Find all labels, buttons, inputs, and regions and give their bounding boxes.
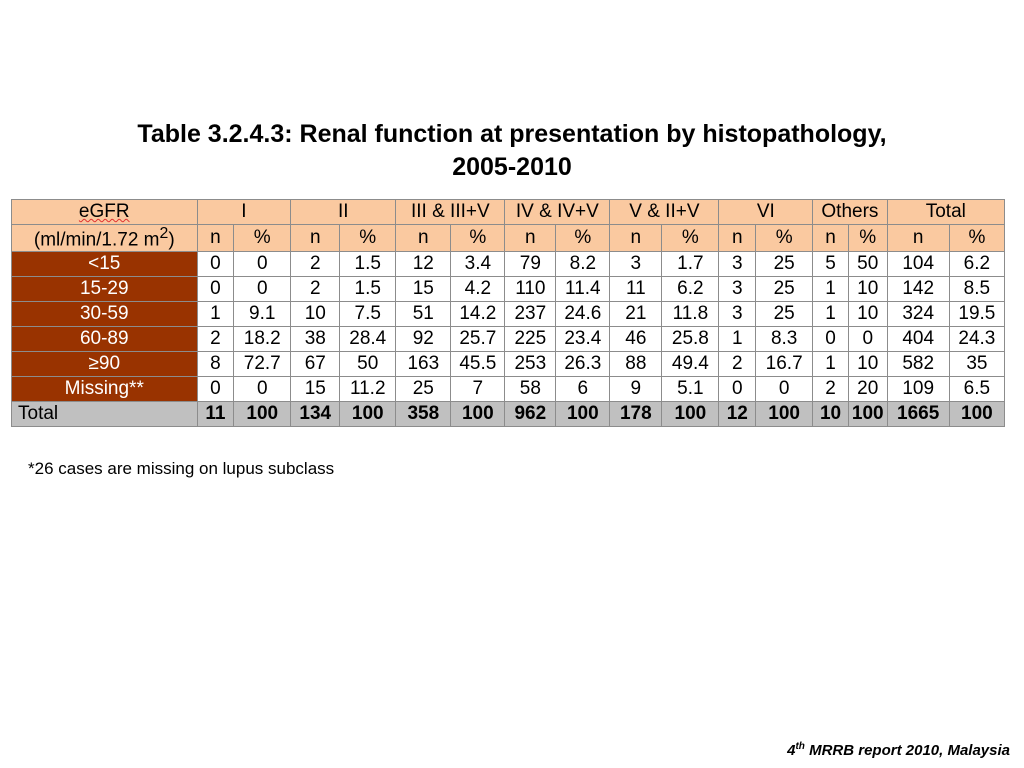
table-cell: 163: [396, 352, 451, 377]
table-cell: 23.4: [556, 327, 610, 352]
table-cell: 10: [848, 277, 887, 302]
group-header-iv: IV & IV+V: [505, 200, 610, 225]
row-label: <15: [12, 252, 198, 277]
table-cell: 19.5: [949, 302, 1004, 327]
table-cell: 72.7: [234, 352, 291, 377]
group-header-total: Total: [887, 200, 1004, 225]
sub-header-pct: %: [756, 225, 813, 252]
title-line-1: Table 3.2.4.3: Renal function at presentation by histopathology,: [137, 120, 887, 148]
total-cell: 11: [197, 402, 234, 427]
table-row: [12, 302, 1005, 327]
table-row: [12, 327, 1005, 352]
table-cell: 6.5: [949, 377, 1004, 402]
table-cell: 3: [610, 252, 662, 277]
table-cell: 21: [610, 302, 662, 327]
table-cell: 25: [396, 377, 451, 402]
total-row: [12, 402, 1005, 427]
table-cell: 15: [291, 377, 340, 402]
table-cell: 1: [813, 277, 849, 302]
table-cell: 79: [505, 252, 556, 277]
table-cell: 58: [505, 377, 556, 402]
table-cell: 3.4: [451, 252, 505, 277]
table-cell: 7.5: [340, 302, 396, 327]
egfr-header: eGFR: [12, 200, 198, 225]
sub-header-pct: %: [662, 225, 719, 252]
table-cell: 104: [887, 252, 949, 277]
table-row: [12, 277, 1005, 302]
table-cell: 0: [234, 252, 291, 277]
table-cell: 225: [505, 327, 556, 352]
sub-header-n: n: [719, 225, 756, 252]
sub-header-pct: %: [234, 225, 291, 252]
table-cell: 582: [887, 352, 949, 377]
table-cell: 253: [505, 352, 556, 377]
table-cell: 24.6: [556, 302, 610, 327]
total-cell: 1665: [887, 402, 949, 427]
table-cell: 324: [887, 302, 949, 327]
table-cell: 67: [291, 352, 340, 377]
table-cell: 50: [848, 252, 887, 277]
table-cell: 0: [848, 327, 887, 352]
sub-header-pct: %: [451, 225, 505, 252]
group-header-others: Others: [813, 200, 887, 225]
total-row-label: Total: [12, 402, 198, 427]
table-cell: 0: [197, 252, 234, 277]
table-cell: 25: [756, 277, 813, 302]
total-cell: 178: [610, 402, 662, 427]
total-cell: 100: [662, 402, 719, 427]
table-cell: 237: [505, 302, 556, 327]
table-cell: 3: [719, 302, 756, 327]
table-cell: 49.4: [662, 352, 719, 377]
total-cell: 10: [813, 402, 849, 427]
table-cell: 9: [610, 377, 662, 402]
table-cell: 11.4: [556, 277, 610, 302]
table-cell: 0: [197, 377, 234, 402]
group-header-i: I: [197, 200, 291, 225]
table-cell: 38: [291, 327, 340, 352]
table-cell: 51: [396, 302, 451, 327]
sub-header-n: n: [610, 225, 662, 252]
table-cell: 0: [813, 327, 849, 352]
total-cell: 358: [396, 402, 451, 427]
table-cell: 3: [719, 252, 756, 277]
total-cell: 100: [451, 402, 505, 427]
table-cell: 0: [719, 377, 756, 402]
page-title: [0, 118, 1024, 184]
table-cell: 8: [197, 352, 234, 377]
sub-header-n: n: [291, 225, 340, 252]
table-cell: 1.5: [340, 277, 396, 302]
table-cell: 50: [340, 352, 396, 377]
group-header-vi: VI: [719, 200, 813, 225]
sub-header-pct: %: [556, 225, 610, 252]
total-cell: 100: [340, 402, 396, 427]
table-cell: 11.2: [340, 377, 396, 402]
table-cell: 3: [719, 277, 756, 302]
table-cell: 20: [848, 377, 887, 402]
table-cell: 2: [291, 277, 340, 302]
source-credit: 4th MRRB report 2010, Malaysia: [787, 741, 1010, 759]
table-cell: 25.7: [451, 327, 505, 352]
total-cell: 12: [719, 402, 756, 427]
row-label: 15-29: [12, 277, 198, 302]
table-cell: 142: [887, 277, 949, 302]
table-cell: 404: [887, 327, 949, 352]
group-header-ii: II: [291, 200, 396, 225]
table-cell: 8.2: [556, 252, 610, 277]
table-cell: 2: [719, 352, 756, 377]
renal-function-table: [11, 199, 1005, 427]
sub-header-n: n: [813, 225, 849, 252]
table-cell: 25: [756, 252, 813, 277]
table-cell: 109: [887, 377, 949, 402]
group-header-v: V & II+V: [610, 200, 719, 225]
table-cell: 24.3: [949, 327, 1004, 352]
row-label: Missing**: [12, 377, 198, 402]
table-cell: 10: [291, 302, 340, 327]
table-cell: 1.7: [662, 252, 719, 277]
table-cell: 6: [556, 377, 610, 402]
table-row: [12, 352, 1005, 377]
table-cell: 5: [813, 252, 849, 277]
sub-header-pct: %: [340, 225, 396, 252]
table-cell: 14.2: [451, 302, 505, 327]
table-cell: 16.7: [756, 352, 813, 377]
table-cell: 2: [197, 327, 234, 352]
table-cell: 2: [813, 377, 849, 402]
group-header-iii: III & III+V: [396, 200, 505, 225]
table-cell: 6.2: [662, 277, 719, 302]
sub-header-n: n: [505, 225, 556, 252]
footnote: *26 cases are missing on lupus subclass: [28, 459, 335, 478]
total-cell: 100: [756, 402, 813, 427]
total-cell: 134: [291, 402, 340, 427]
total-cell: 100: [556, 402, 610, 427]
table-cell: 6.2: [949, 252, 1004, 277]
table-cell: 8.5: [949, 277, 1004, 302]
table-cell: 12: [396, 252, 451, 277]
sub-header-pct: %: [848, 225, 887, 252]
table-cell: 11.8: [662, 302, 719, 327]
table-cell: 45.5: [451, 352, 505, 377]
egfr-unit-header: (ml/min/1.72 $m^2$): [12, 225, 198, 252]
row-label: 60-89: [12, 327, 198, 352]
table-cell: 92: [396, 327, 451, 352]
table-cell: 1: [813, 352, 849, 377]
table-cell: 26.3: [556, 352, 610, 377]
sub-header-pct: %: [949, 225, 1004, 252]
table-cell: 110: [505, 277, 556, 302]
table-cell: 0: [234, 277, 291, 302]
sub-header-n: n: [396, 225, 451, 252]
table-cell: 1: [197, 302, 234, 327]
total-cell: 962: [505, 402, 556, 427]
row-label: 30-59: [12, 302, 198, 327]
row-label: ≥90: [12, 352, 198, 377]
table-cell: 1: [719, 327, 756, 352]
table-cell: 4.2: [451, 277, 505, 302]
table-cell: 7: [451, 377, 505, 402]
table-cell: 8.3: [756, 327, 813, 352]
table-cell: 25.8: [662, 327, 719, 352]
table-cell: 10: [848, 302, 887, 327]
table-cell: 0: [197, 277, 234, 302]
table-cell: 11: [610, 277, 662, 302]
table-cell: 1.5: [340, 252, 396, 277]
table-cell: 28.4: [340, 327, 396, 352]
sub-header-n: n: [887, 225, 949, 252]
table-cell: 35: [949, 352, 1004, 377]
table-cell: 15: [396, 277, 451, 302]
title-line-2: 2005-2010: [452, 153, 572, 181]
table-cell: 1: [813, 302, 849, 327]
total-cell: 100: [234, 402, 291, 427]
table-cell: 46: [610, 327, 662, 352]
table-cell: 0: [756, 377, 813, 402]
table-cell: 5.1: [662, 377, 719, 402]
table-cell: 0: [234, 377, 291, 402]
table-row: [12, 377, 1005, 402]
sub-header-n: n: [197, 225, 234, 252]
total-cell: 100: [848, 402, 887, 427]
table-cell: 10: [848, 352, 887, 377]
table-cell: 9.1: [234, 302, 291, 327]
table-cell: 88: [610, 352, 662, 377]
table-cell: 25: [756, 302, 813, 327]
total-cell: 100: [949, 402, 1004, 427]
table-cell: 18.2: [234, 327, 291, 352]
table-cell: 2: [291, 252, 340, 277]
table-row: [12, 252, 1005, 277]
